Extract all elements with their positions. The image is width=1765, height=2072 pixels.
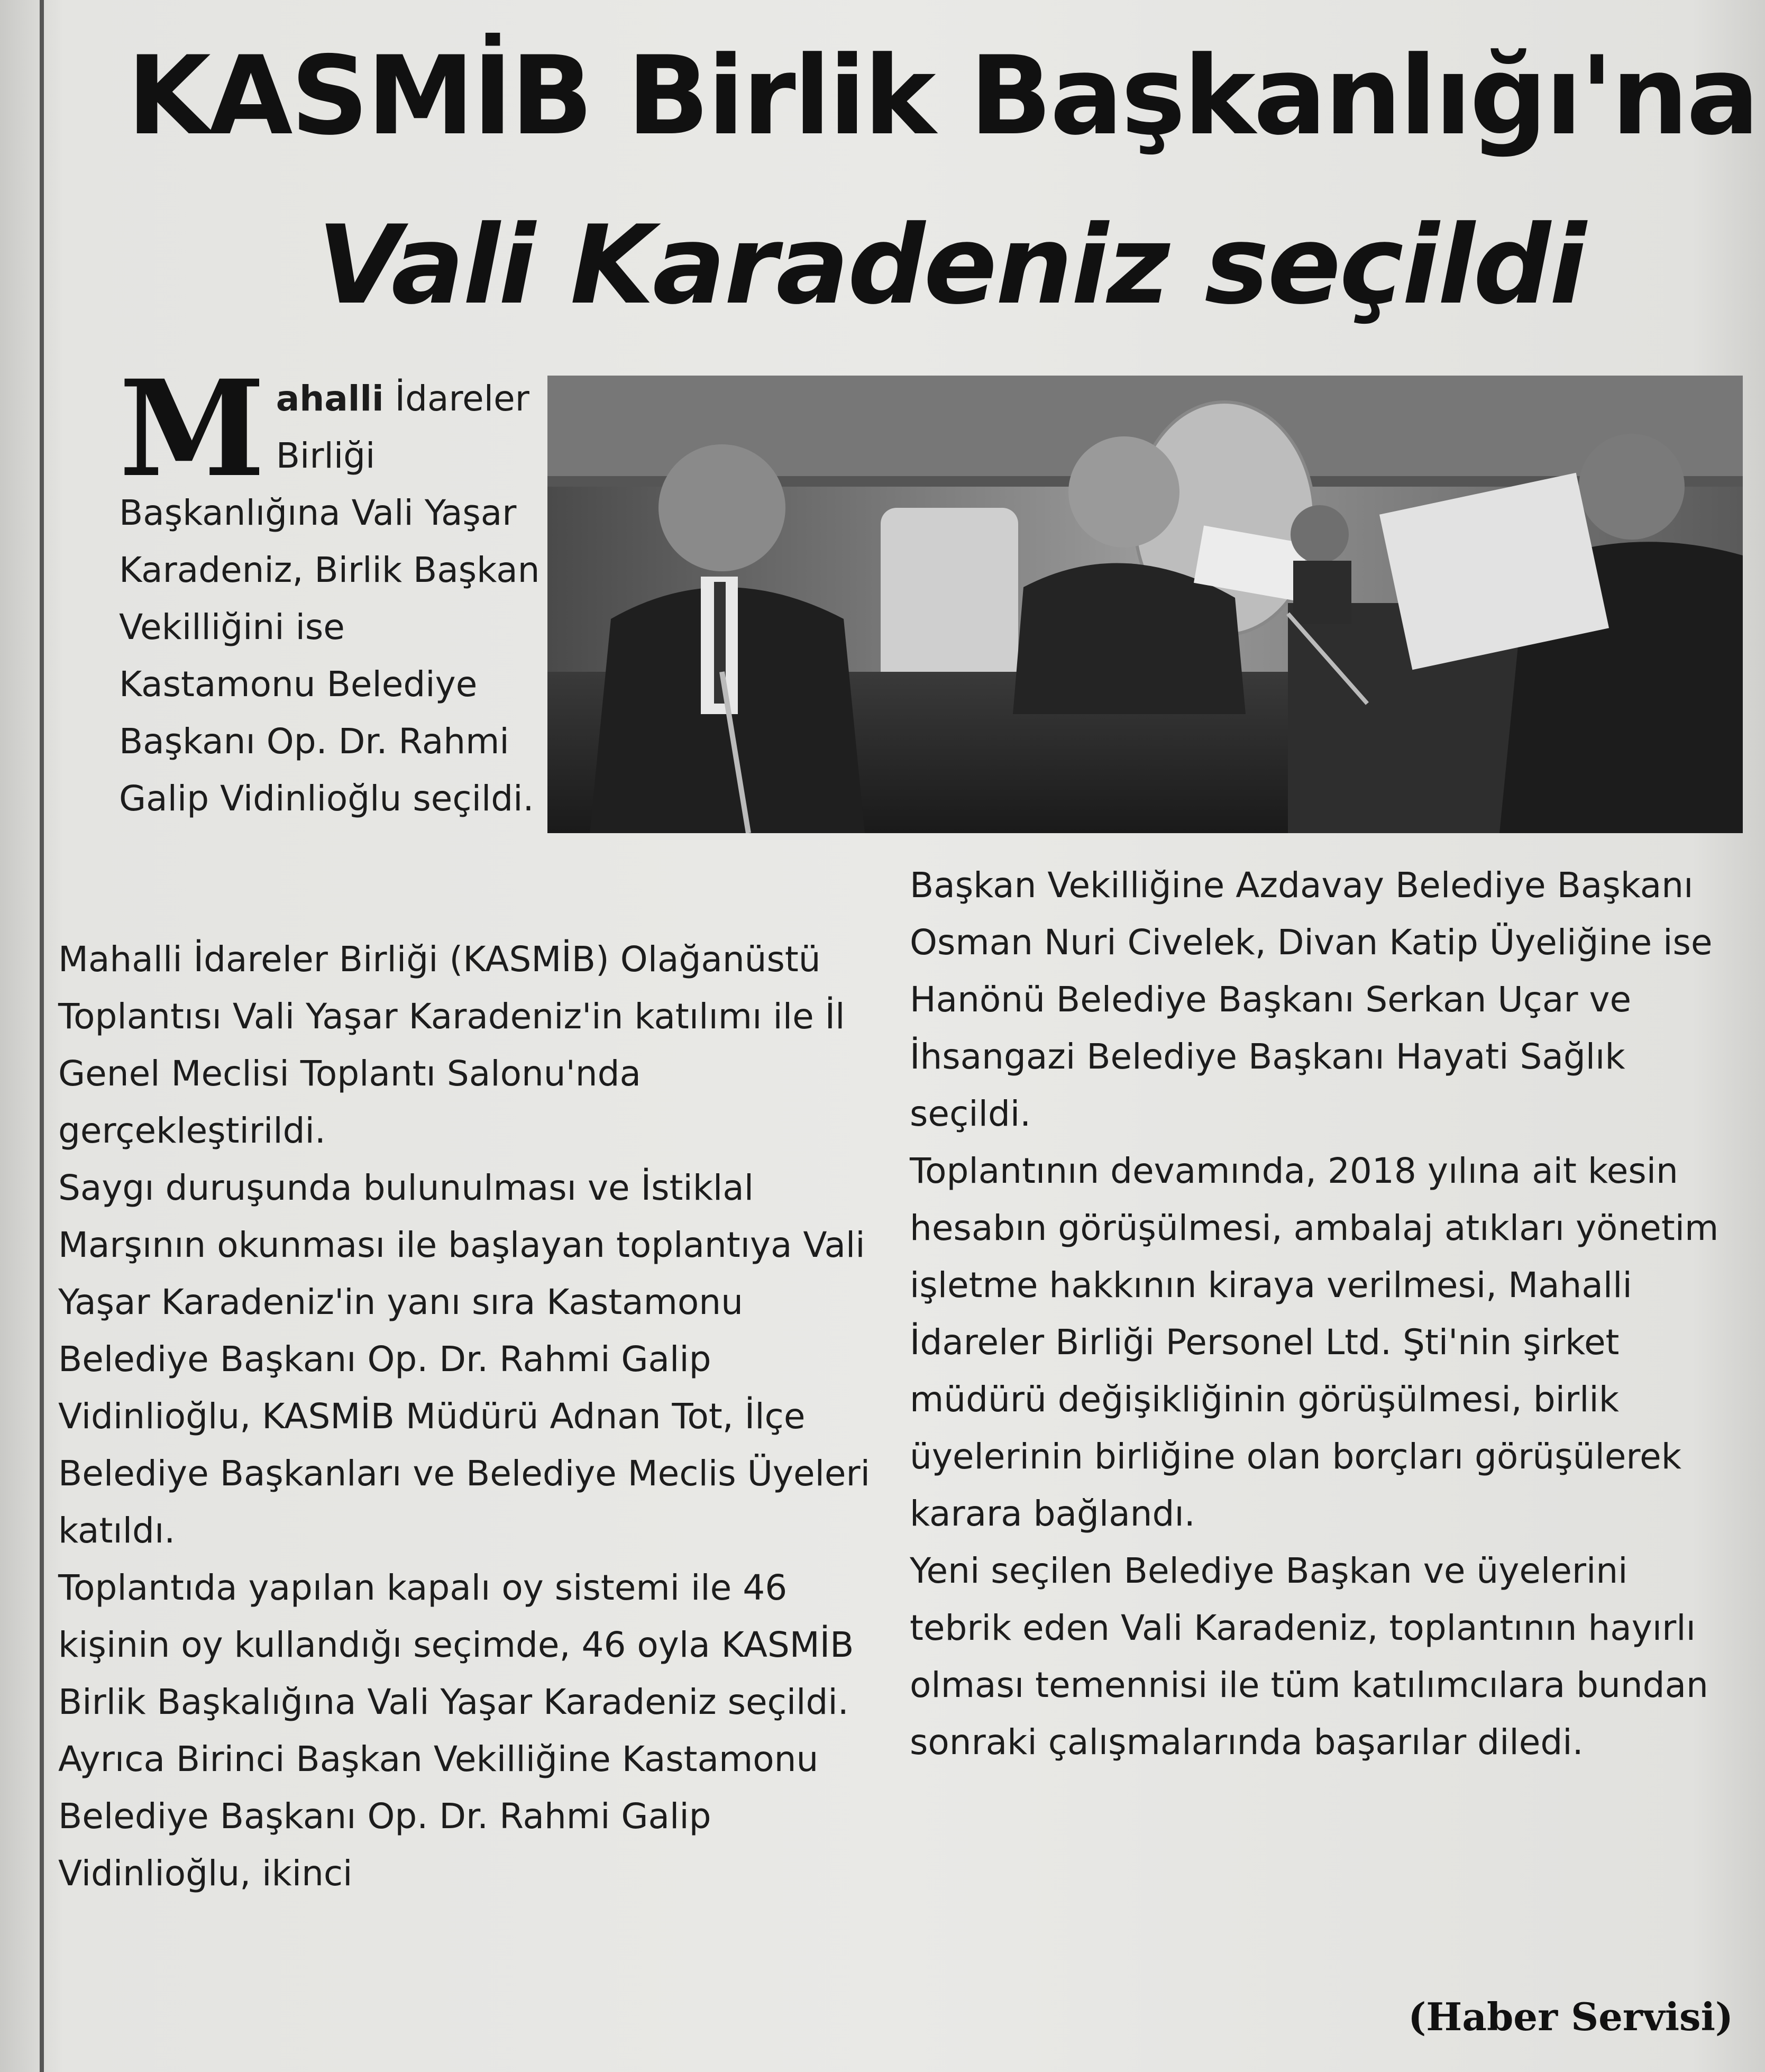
article-column-right [910,857,1735,1771]
body-paragraph: Yeni seçilen Belediye Başkan ve üyelerini tebrik eden Vali Karadeniz, toplantının hayırlı olması temennisi ile tüm katılımcılara bundan sonraki çalışmalarında başarılar diledi. [910,1550,1708,1763]
headline: KASMİB Birlik Başkanlığı'na [127,33,1758,159]
body-paragraph: Mahalli İdareler Birliği (KASMİB) Olağanüstü Toplantısı Vali Yaşar Karadeniz'in katılımı ile İl Genel Meclisi Toplantı Salonu'nda gerçekleştirildi. [58,939,845,1151]
intro-text: İdareler Birliği Başkanlığına Vali Yaşar Karadeniz, Birlik Başkan Vekilliğini ise Kastamonu Belediye Başkanı Op. Dr. Rahmi Galip Vidinlioğlu seçildi. [119,378,540,819]
page-edge-rule [40,0,44,2072]
intro-paragraph [119,351,542,827]
subheadline: Vali Karadeniz seçildi [317,203,1585,328]
body-paragraph: Başkan Vekilliğine Azdavay Belediye Başkanı Osman Nuri Civelek, Divan Katip Üyeliğine ise Hanönü Belediye Başkanı Serkan Uçar ve İhsangazi Belediye Başkanı Hayati Sağlık seçildi. [910,865,1713,1134]
article-column-left [58,931,873,1902]
byline-signature: (Haber Servisi) [1408,1994,1733,2039]
news-photo [547,376,1743,833]
meeting-photo-illustration [547,376,1743,833]
body-paragraph: Toplantıda yapılan kapalı oy sistemi ile 46 kişinin oy kullandığı seçimde, 46 oyla KASMİB Birlik Başkalığına Vali Yaşar Karadeniz seçildi. Ayrıca Birinci Başkan Vekilliğine Kastamonu Belediye Başkanı Op. Dr. Rahmi Galip Vidinlioğlu, ikinci [58,1567,854,1894]
drop-cap: M [119,351,266,506]
body-paragraph: Toplantının devamında, 2018 yılına ait kesin hesabın görüşülmesi, ambalaj atıkları yönetim işletme hakkının kiraya verilmesi, Mahalli İdareler Birliği Personel Ltd. Şti'nin şirket müdürü değişikliğinin görüşülmesi, birlik üyelerinin birliğine olan borçları görüşülerek karara bağlandı. [910,1151,1719,1534]
body-paragraph: Saygı duruşunda bulunulması ve İstiklal Marşının okunması ile başlayan toplantıya Vali Yaşar Karadeniz'in yanı sıra Kastamonu Belediye Başkanı Op. Dr. Rahmi Galip Vidinlioğlu, KASMİB Müdürü Adnan Tot, İlçe Belediye Başkanları ve Belediye Meclis Üyeleri katıldı. [58,1167,870,1551]
intro-lead: ahalli [276,378,384,419]
